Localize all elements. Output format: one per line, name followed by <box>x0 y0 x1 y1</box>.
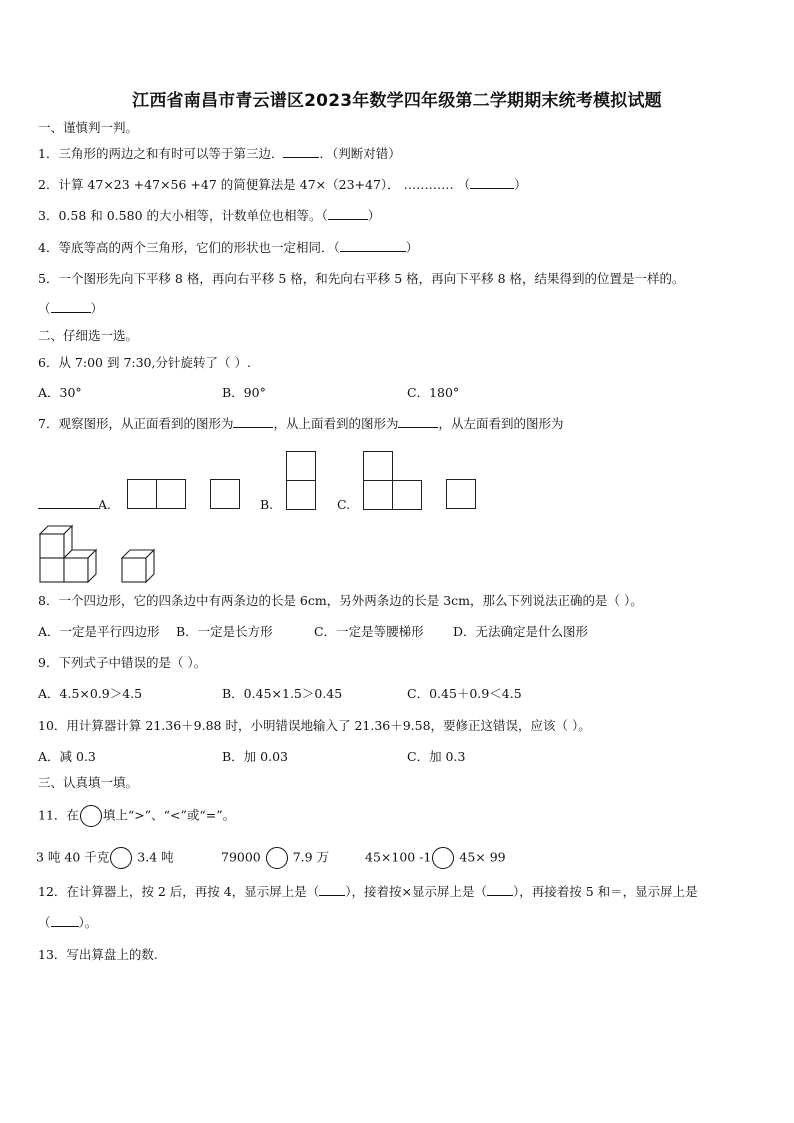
option-a[interactable]: A. <box>98 497 112 512</box>
page-title: 江西省南昌市青云谱区2023年数学四年级第二学期期末统考模拟试题 <box>132 91 662 111</box>
option-a[interactable]: A．4.5×0.9＞4.5 <box>38 686 143 701</box>
figure-single-square <box>446 479 476 509</box>
figure-c-square <box>363 480 393 510</box>
answer-blank[interactable] <box>470 176 514 189</box>
figure-a-square <box>127 479 157 509</box>
section-heading-3: 三、认真填一填。 <box>38 775 139 790</box>
answer-blank[interactable] <box>328 207 368 220</box>
figure-b-square <box>286 451 316 481</box>
option-c[interactable]: C．180° <box>407 385 460 400</box>
question-10: 10．用计算器计算 21.36＋9.88 时，小明错误地输入了 21.36＋9.58，要修正这错误，应该（ ）。 <box>38 718 591 733</box>
compare-circle[interactable] <box>432 847 454 869</box>
question-7: 7．观察图形，从正面看到的图形为 ，从上面看到的图形为 ，从左面看到的图形为 <box>38 416 564 431</box>
question-9: 9．下列式子中错误的是（ ）。 <box>38 655 207 670</box>
question-8: 8．一个四边形，它的四条边中有两条边的长是 6cm，另外两条边的长是 3cm，那么下列说法正确的是（ ）。 <box>38 593 643 608</box>
answer-blank[interactable] <box>233 415 273 428</box>
compare-item-2: 79000 7.9 万 <box>221 847 329 869</box>
option-b[interactable]: B．0.45×1.5＞0.45 <box>222 686 343 701</box>
answer-blank[interactable] <box>487 883 513 896</box>
answer-blank[interactable] <box>51 914 79 927</box>
answer-blank[interactable] <box>51 300 91 313</box>
compare-item-1: 3 吨 40 千克 3.4 吨 <box>36 847 174 869</box>
compare-item-3: 45×100 -1 45× 99 <box>365 847 506 869</box>
option-a[interactable]: A．减 0.3 <box>38 749 96 764</box>
answer-blank[interactable] <box>319 883 345 896</box>
question-5: 5．一个图形先向下平移 8 格，再向右平移 5 格，和先向右平移 5 格，再向下平移 8 格，结果得到的位置是一样的。 <box>38 271 685 286</box>
figure-c-square <box>392 480 422 510</box>
compare-circle[interactable] <box>80 805 102 827</box>
option-b[interactable]: B．加 0.03 <box>222 749 288 764</box>
figure-b-square <box>286 480 316 510</box>
option-c[interactable]: C．0.45＋0.9＜4.5 <box>407 686 522 701</box>
section-heading-2: 二、仔细选一选。 <box>38 328 139 343</box>
answer-blank[interactable] <box>283 145 319 158</box>
cube-stack-figure <box>36 520 166 586</box>
option-d[interactable]: D．无法确定是什么图形 <box>453 624 589 639</box>
option-b[interactable]: B. <box>260 497 274 512</box>
option-b[interactable]: B．90° <box>222 385 266 400</box>
compare-circle[interactable] <box>110 847 132 869</box>
question-1: 1．三角形的两边之和有时可以等于第三边． ．（判断对错） <box>38 146 401 161</box>
compare-circle[interactable] <box>266 847 288 869</box>
figure-c-square <box>363 451 393 481</box>
figure-single-square <box>210 479 240 509</box>
section-heading-1: 一、谨慎判一判。 <box>38 120 139 135</box>
option-b[interactable]: B．一定是长方形 <box>176 624 273 639</box>
question-3: 3．0.58 和 0.580 的大小相等，计数单位也相等。（ ） <box>38 208 381 223</box>
answer-blank[interactable] <box>340 239 406 252</box>
figure-a-square <box>156 479 186 509</box>
question-4: 4．等底等高的两个三角形，它们的形状也一定相同．（ ） <box>38 240 419 255</box>
question-13: 13．写出算盘上的数. <box>38 947 158 962</box>
question-11: 11．在 填上“>”、“<”或“=”。 <box>38 805 235 827</box>
question-12: 12．在计算器上，按 2 后，再按 4，显示屏上是（ ），接着按×显示屏上是（ ），再接着按 5 和＝，显示屏上是 <box>38 884 698 899</box>
answer-blank[interactable] <box>38 496 98 509</box>
answer-blank[interactable] <box>398 415 438 428</box>
question-2: 2．计算 47×23 +47×56 +47 的简便算法是 47×（23+47）． ………… （ ） <box>38 177 527 192</box>
option-c[interactable]: C．一定是等腰梯形 <box>314 624 424 639</box>
question-12-answer: （ ）。 <box>38 915 98 930</box>
option-c[interactable]: C．加 0.3 <box>407 749 466 764</box>
question-5-answer: （ ） <box>38 301 104 316</box>
question-6: 6．从 7:00 到 7:30,分针旋转了（ ）. <box>38 355 251 370</box>
option-a[interactable]: A．一定是平行四边形 <box>38 624 160 639</box>
option-a[interactable]: A．30° <box>38 385 82 400</box>
option-c[interactable]: C. <box>337 497 351 512</box>
question-7-last-blank <box>38 496 111 514</box>
